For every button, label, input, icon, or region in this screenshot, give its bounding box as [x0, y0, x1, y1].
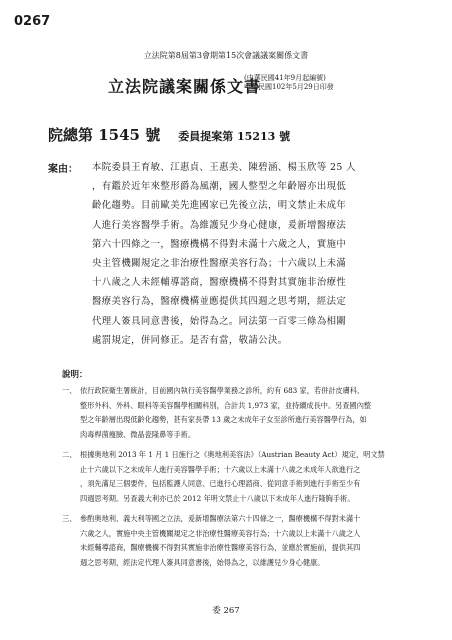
- explanation-number: 三、: [62, 514, 77, 523]
- registration-note: [244, 74, 334, 92]
- motion-number: 委員提案第 15213 號: [178, 130, 291, 143]
- page-number: 0267: [14, 14, 51, 29]
- explanation-item-1: [62, 384, 434, 442]
- motion-line: 十八歲之人未經輔導諮商，醫療機構不得對其實施非治療性: [92, 277, 347, 289]
- print-date: 中華民國102年5月29日印發: [244, 83, 334, 91]
- motion-line: ，有鑑於近年來整形爵為風潮，國人整型之年齡層亦出現低: [92, 181, 347, 193]
- explanation-line: 未經輔導諮商，醫療機構不得對其實施非治療性醫療美容行為，並應於實施前，提供其四: [80, 543, 361, 553]
- case-number-line: [48, 124, 290, 145]
- explanation-label: 說明：: [62, 370, 88, 380]
- explanation-number: 一、: [62, 386, 77, 395]
- motion-label: 案由：: [48, 164, 78, 175]
- motion-line: 第六十四條之一，醫療機構不得對未滿十六歲之人，實施中: [92, 238, 347, 250]
- explanation-line: 整形外科、外科、眼科等美容醫學相關科別，合計共 1,973 家，並持續成長中。另查國內整: [80, 400, 372, 410]
- explanation-number: 二、: [62, 450, 77, 459]
- motion-text: [92, 158, 410, 350]
- explanation-line: 週之思考期，經法定代理人簽具同意書後，始得為之，以維護兒少身心健康。: [80, 557, 325, 567]
- session-line: 立法院第8屆第3會期第15次會議議案關係文書: [143, 51, 309, 60]
- explanation-line: 根據奧地利 2013 年 1 月 1 日施行之《奧地利美容法》（Austrian Beauty Act）規定，明文禁: [80, 450, 385, 459]
- motion-line: 人進行美容醫學手術。為維護兒少身心健康，爰新增醫療法: [92, 219, 347, 231]
- explanation-line: 型之年齡層出現低齡化趨勢，甚有家長帶 13 歲之未成年子女至診所進行美容醫學行為，如: [80, 415, 367, 425]
- motion-line: 齡化趨勢。目前歐美先進國家已先後立法，明文禁止未成年: [92, 200, 347, 212]
- motion-line: 醫療美容行為，醫療機構並應提供其四週之思考期，經法定: [92, 296, 347, 308]
- case-number: 院總第 1545 號: [48, 126, 161, 144]
- explanation-line: 依行政院衛生署統計，目前國內執行美容醫學業務之診所，約有 683 家，若併計皮膚科、: [80, 386, 365, 395]
- motion-line: 央主管機關規定之非治療性醫療美容行為；十六歲以上未滿: [92, 258, 347, 270]
- numbering-note: (中華民國41年9月起編號): [244, 74, 326, 82]
- motion-line: 代理人簽具同意書後，始得為之。同法第一百零三條為相關: [92, 315, 347, 327]
- explanation-line: 四週思考期。另查義大利亦已於 2012 年明文禁止十八歲以下未成年人進行隆胸手術。: [80, 493, 355, 503]
- explanation-item-3: [62, 512, 434, 570]
- motion-line: 處罰規定，併同修正。是否有當，敬請公決。: [92, 334, 288, 346]
- explanation-line: 止十六歲以下之未成年人進行美容醫學手術；十六歲以上未滿十八歲之未成年人欲進行之: [80, 464, 361, 474]
- explanation-item-2: [62, 448, 434, 506]
- explanation-line: 參酌奧地利、義大利等國之立法，爰新增醫療法第六十四條之一，醫療機構不得對未滿十: [80, 514, 361, 523]
- document-title: 立法院議案關係文書: [108, 77, 262, 96]
- explanation-line: ，須先滿足三個要件，包括監護人同意、已進行心理諮商、從同意手術到進行手術至少有: [80, 479, 361, 489]
- explanation-line: 六歲之人，實施中央主管機關規定之非治療性醫療美容行為；十六歲以上未滿十八歲之人: [80, 528, 361, 538]
- motion-line: 本院委員王育敏、江惠貞、王惠美、陳碧涵、楊玉欣等 25 人: [92, 162, 356, 173]
- explanation-line: 肉毒桿菌瘦臉、微晶瓷隆鼻等手術。: [80, 429, 196, 439]
- page-footer: 委 267: [212, 606, 240, 616]
